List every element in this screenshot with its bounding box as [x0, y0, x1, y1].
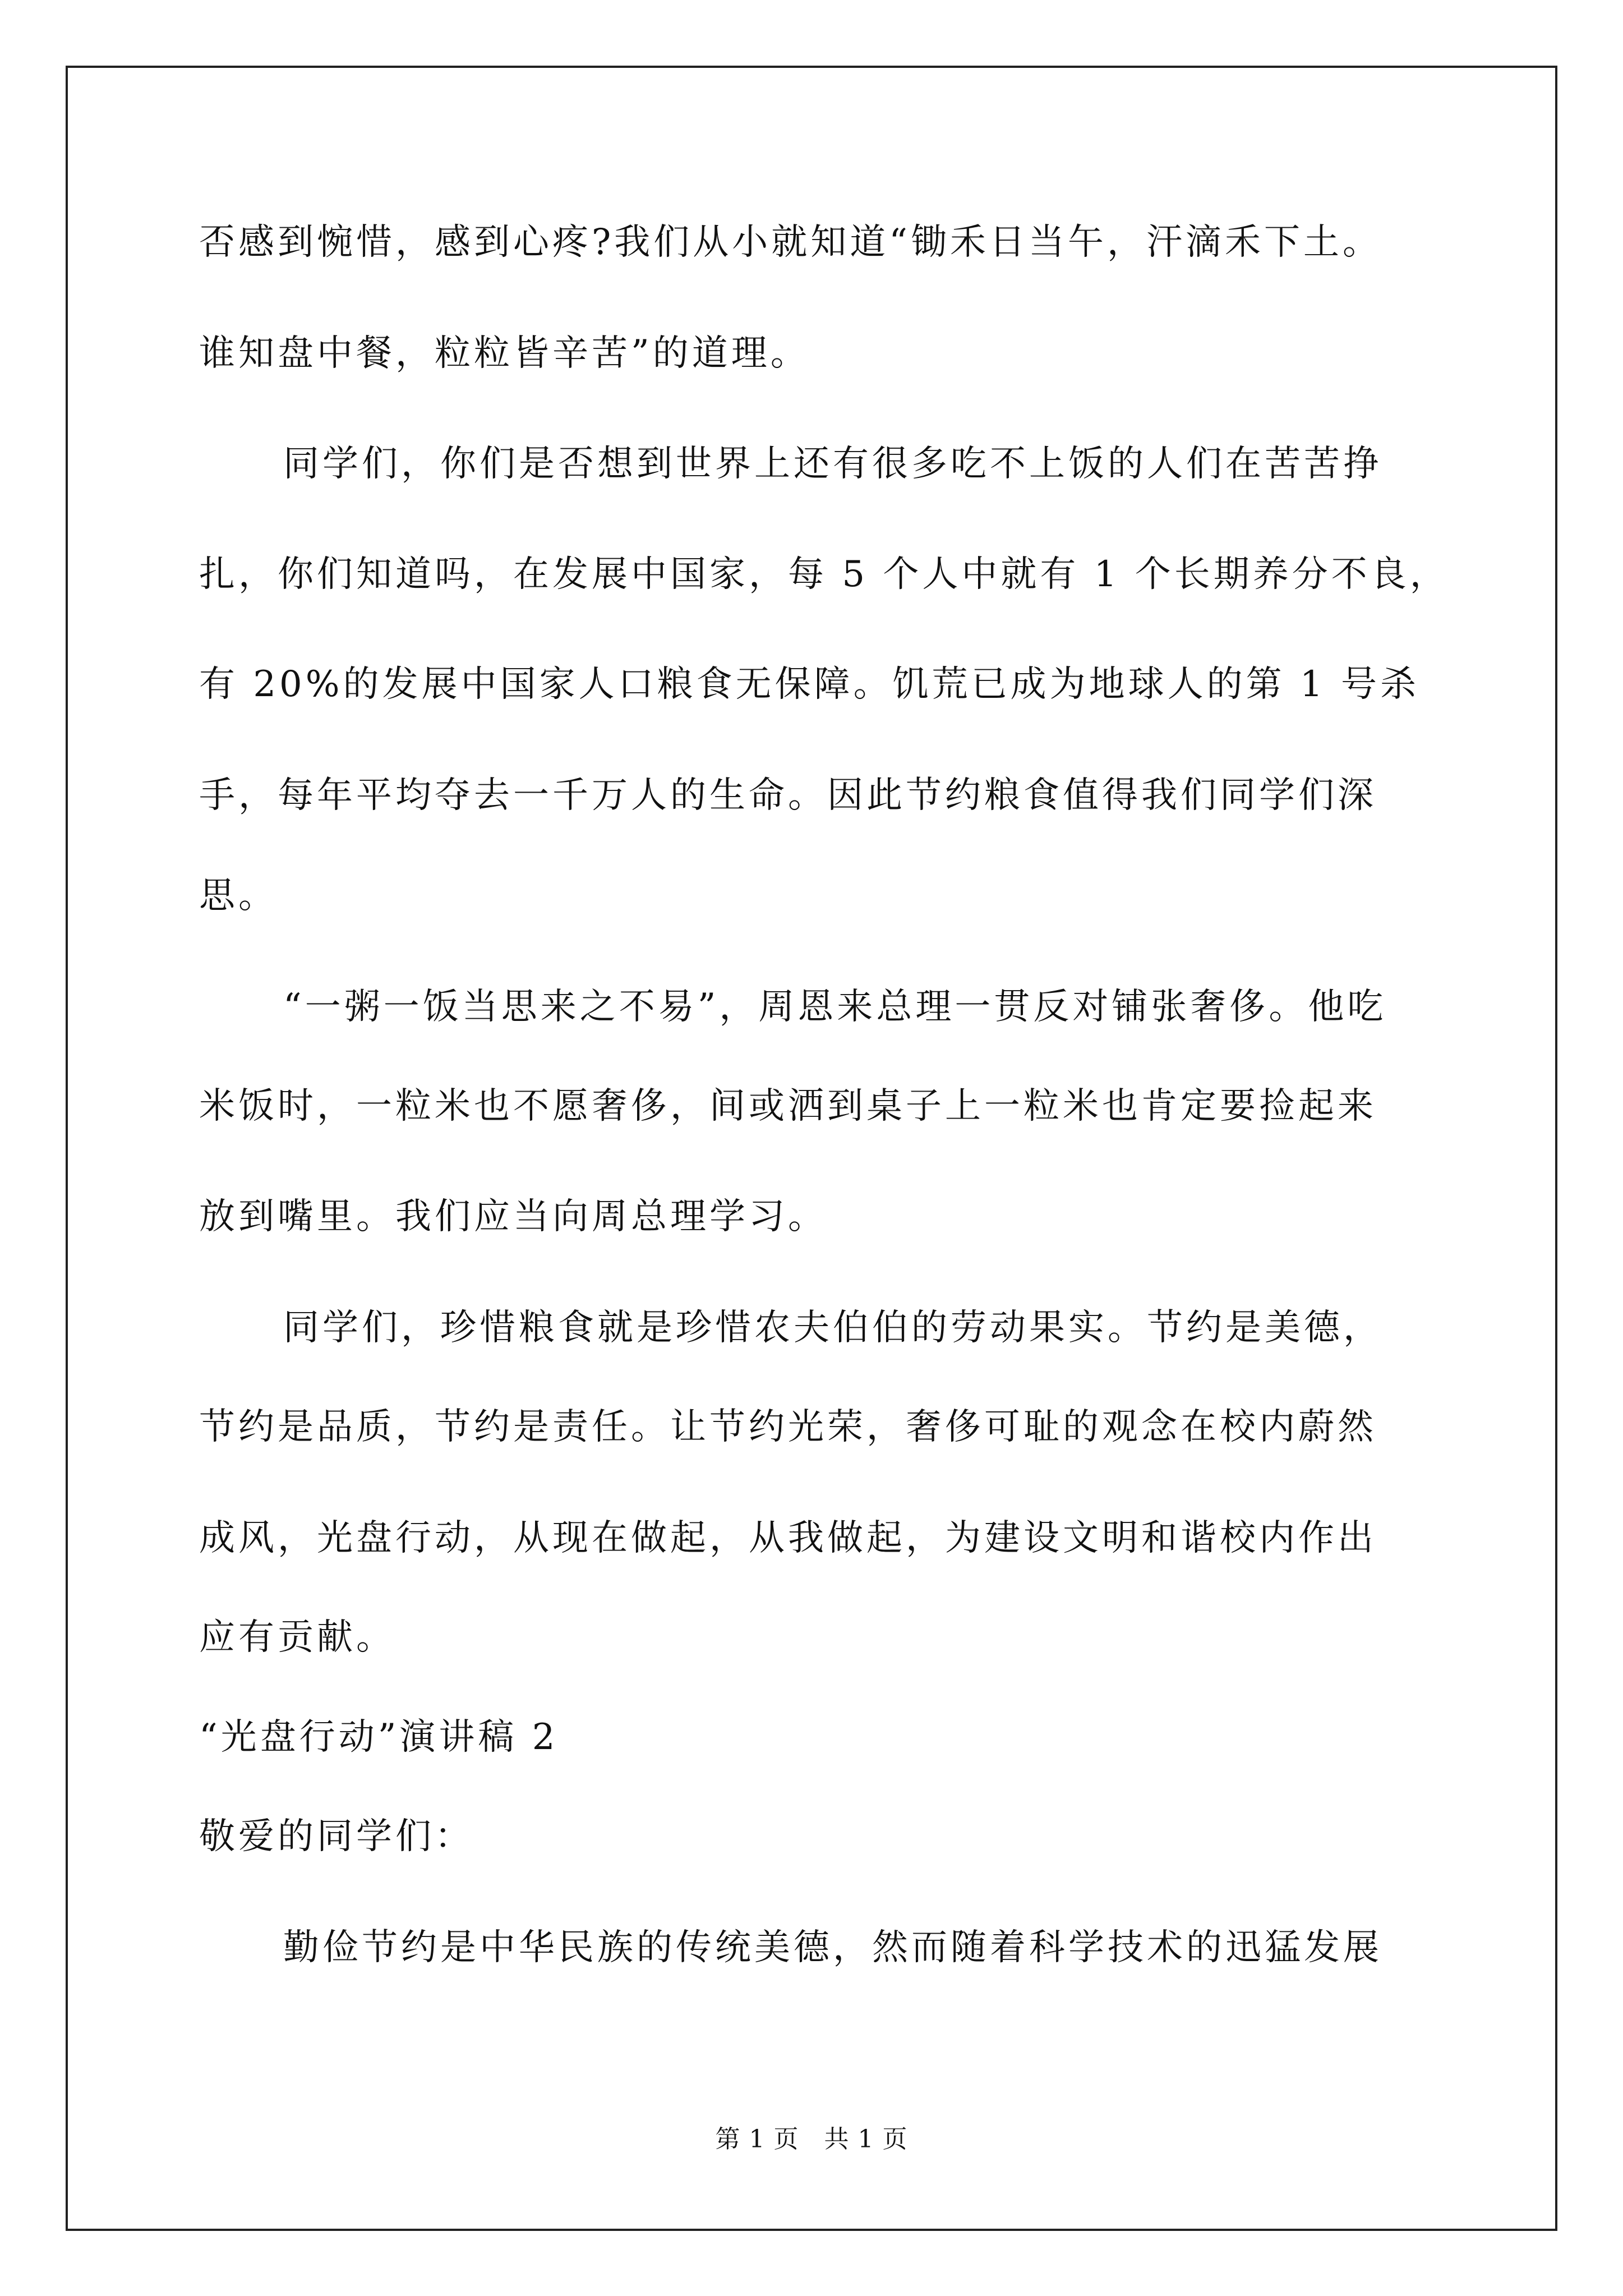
- text-line: 成风，光盘行动，从现在做起，从我做起，为建设文明和谐校内作出: [199, 1517, 1377, 1559]
- text-line: 思。: [199, 875, 278, 917]
- text-line: 勤俭节约是中华民族的传统美德，然而随着科学技术的迅猛发展: [283, 1927, 1382, 1968]
- text-line: 应有贡献。: [199, 1617, 395, 1658]
- text-line: 手，每年平均夺去一千万人的生命。因此节约粮食值得我们同学们深: [199, 775, 1377, 816]
- text-line: 同学们，珍惜粮食就是珍惜农夫伯伯的劳动果实。节约是美德，: [283, 1307, 1382, 1349]
- text-line: 否感到惋惜，感到心疼?我们从小就知道“锄禾日当午，汗滴禾下土。: [199, 222, 1382, 263]
- text-line: 有 20%的发展中国家人口粮食无保障。饥荒已成为地球人的第 1 号杀: [199, 664, 1419, 705]
- salutation: 敬爱的同学们：: [199, 1816, 474, 1857]
- text-line: “一粥一饭当思来之不易”，周恩来总理一贯反对铺张奢侈。他吃: [283, 986, 1387, 1028]
- section-heading: “光盘行动”演讲稿 2: [199, 1717, 559, 1758]
- page-number-footer: 第 1 页 共 1 页: [715, 2125, 908, 2154]
- text-line: 谁知盘中餐，粒粒皆辛苦”的道理。: [199, 333, 810, 374]
- text-line: 米饭时，一粒米也不愿奢侈，间或洒到桌子上一粒米也肯定要捡起来: [199, 1085, 1377, 1127]
- text-line: 同学们，你们是否想到世界上还有很多吃不上饭的人们在苦苦挣: [283, 443, 1382, 485]
- page-border: [66, 66, 1557, 2231]
- text-line: 扎，你们知道吗，在发展中国家，每 5 个人中就有 1 个长期养分不良，: [199, 554, 1449, 595]
- text-line: 放到嘴里。我们应当向周总理学习。: [199, 1196, 827, 1237]
- text-line: 节约是品质，节约是责任。让节约光荣，奢侈可耻的观念在校内蔚然: [199, 1406, 1377, 1448]
